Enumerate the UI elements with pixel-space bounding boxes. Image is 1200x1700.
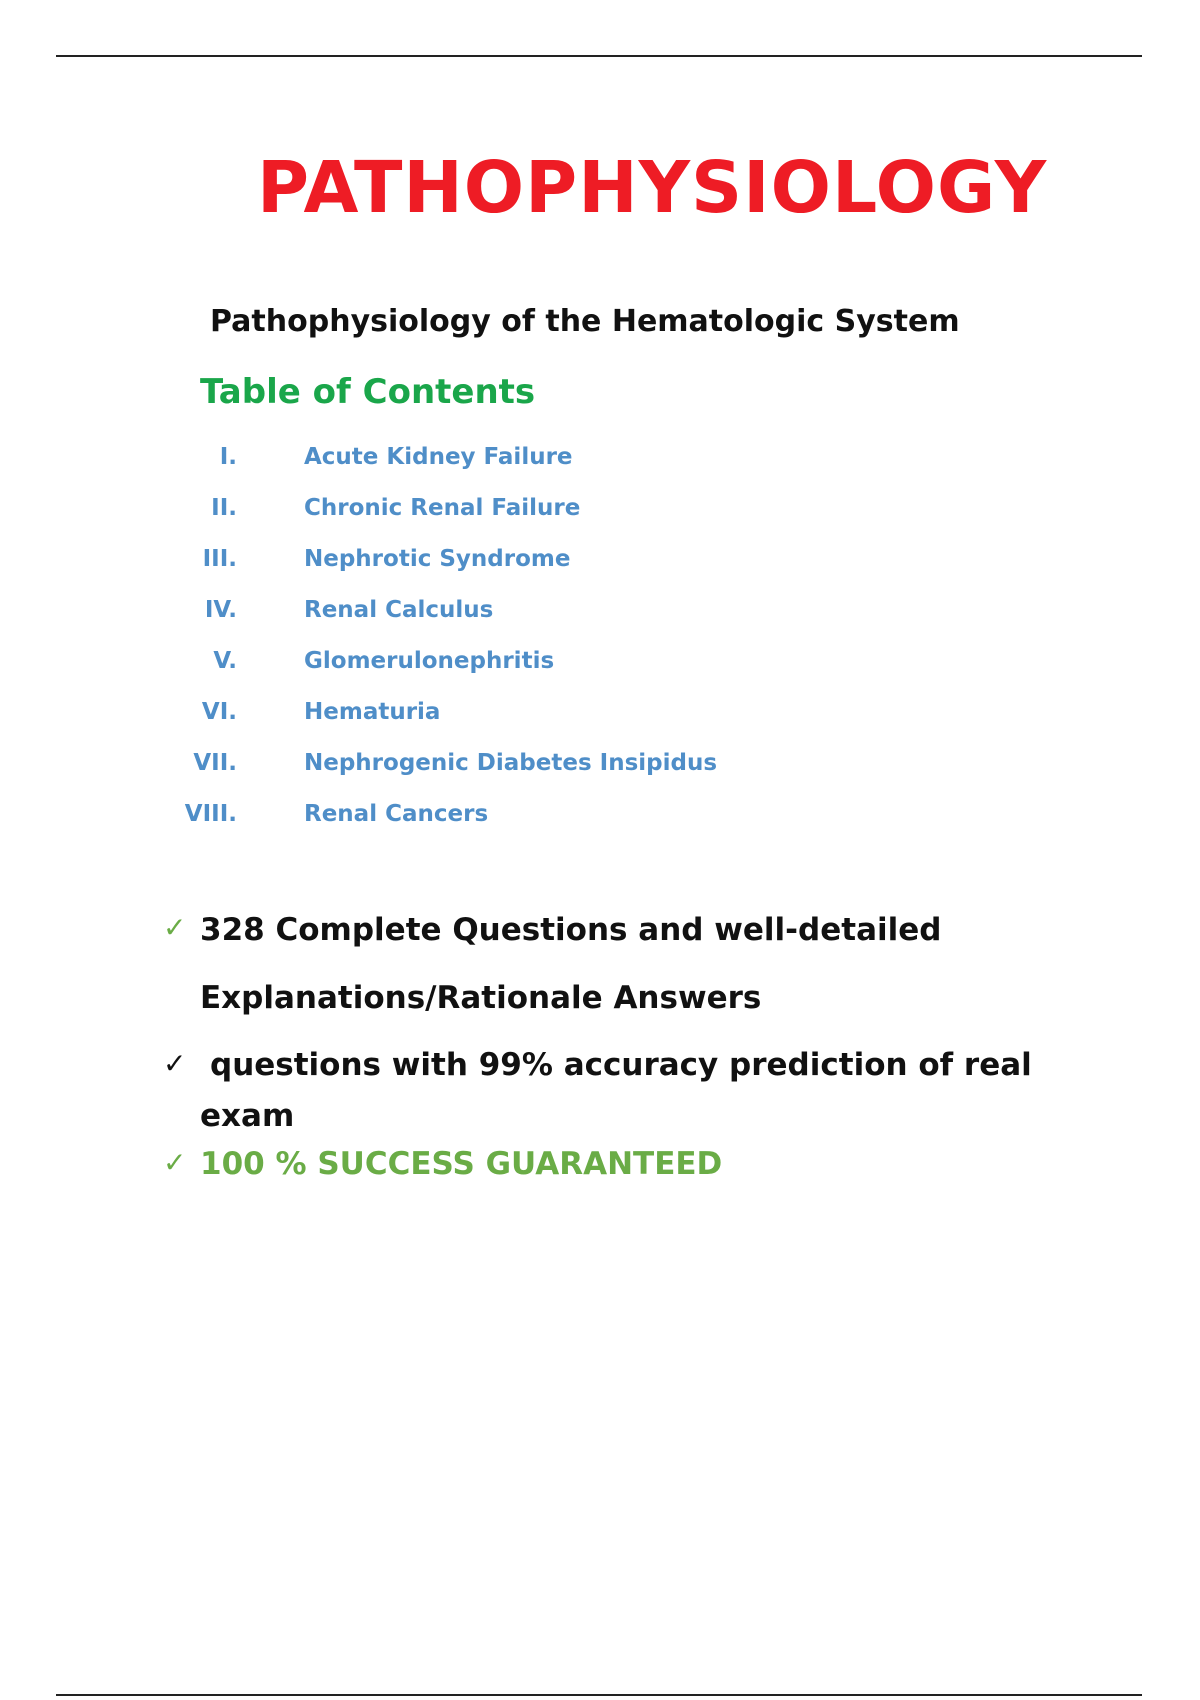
document-subtitle: Pathophysiology of the Hematologic System [210,304,960,339]
toc-item[interactable] [0,495,1200,531]
feature-item-guarantee: 100 % SUCCESS GUARANTEED [200,1146,723,1182]
toc-item[interactable] [0,801,1200,837]
toc-item[interactable] [0,750,1200,786]
toc-item-label[interactable]: Renal Calculus [304,597,494,623]
feature-item-accuracy-line1: questions with 99% accuracy prediction of real [210,1047,1032,1083]
toc-item-label[interactable]: Acute Kidney Failure [304,444,573,470]
toc-item-label[interactable]: Nephrogenic Diabetes Insipidus [304,750,718,776]
toc-item-number: IV. [204,597,237,623]
toc-item-label[interactable]: Renal Cancers [304,801,489,827]
toc-item-number: III. [202,546,237,572]
checkmark-icon: ✓ [163,911,187,944]
toc-heading: Table of Contents [200,372,536,412]
top-rule [56,55,1142,57]
toc-item[interactable] [0,648,1200,684]
toc-item[interactable] [0,546,1200,582]
toc-item[interactable] [0,597,1200,633]
checkmark-icon: ✓ [163,1047,187,1080]
toc-item-number: VI. [201,699,237,725]
toc-item-number: I. [219,444,237,470]
toc-item-number: V. [213,648,237,674]
toc-item-number: II. [211,495,237,521]
toc-item-number: VIII. [184,801,237,827]
toc-item-label[interactable]: Chronic Renal Failure [304,495,581,521]
toc-item[interactable] [0,444,1200,480]
checkmark-icon: ✓ [163,1146,187,1179]
toc-item-label[interactable]: Glomerulonephritis [304,648,555,674]
feature-item-accuracy-line2: exam [200,1098,295,1134]
bottom-rule [56,1694,1142,1696]
toc-item-number: VII. [193,750,237,776]
feature-item-questions-line2: Explanations/Rationale Answers [200,980,762,1016]
toc-item-label[interactable]: Hematuria [304,699,441,725]
document-title: PATHOPHYSIOLOGY [257,146,1048,229]
toc-item-label[interactable]: Nephrotic Syndrome [304,546,571,572]
toc-item[interactable] [0,699,1200,735]
feature-item-questions-line1: 328 Complete Questions and well-detailed [200,912,942,948]
